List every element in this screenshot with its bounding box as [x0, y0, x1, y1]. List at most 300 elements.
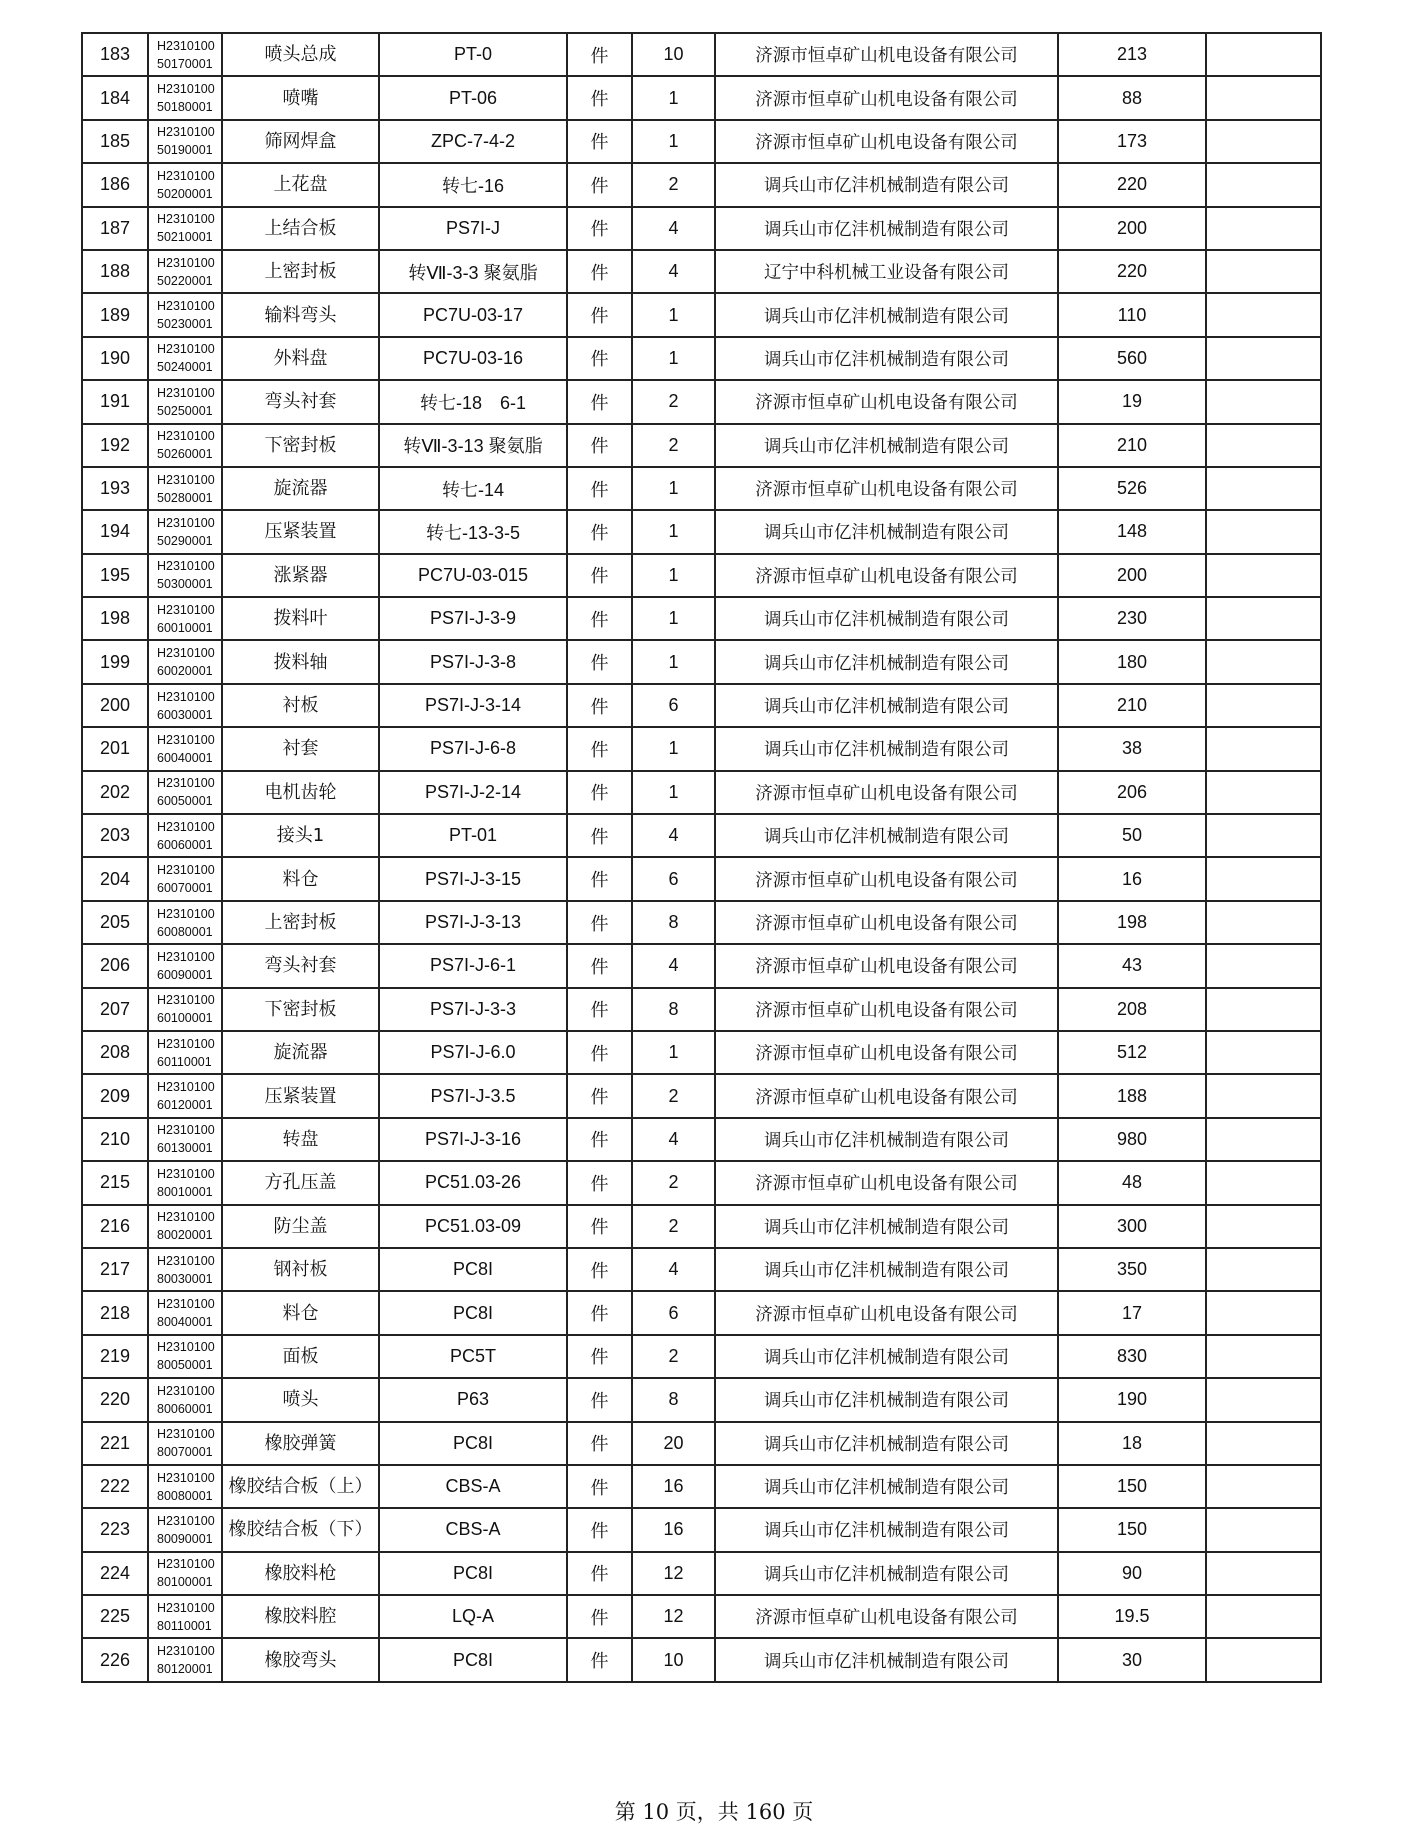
- unit-price-cell: 150: [1058, 1508, 1206, 1551]
- unit-cell: 件: [567, 814, 632, 857]
- table-row: [82, 597, 1321, 640]
- material-code-line1: H2310100: [157, 1166, 215, 1181]
- table-row: [82, 944, 1321, 987]
- part-name-cell: 筛网焊盒: [222, 120, 379, 163]
- part-name-cell: 涨紧器: [222, 554, 379, 597]
- table-row: [82, 380, 1321, 423]
- quantity-cell: 1: [632, 76, 715, 119]
- quantity-cell: 10: [632, 1638, 715, 1681]
- row-number-cell: 195: [82, 554, 148, 597]
- material-code-line2: 80090001: [157, 1531, 213, 1546]
- unit-price-cell: 560: [1058, 337, 1206, 380]
- remark-cell: [1206, 33, 1321, 76]
- supplier-cell: 济源市恒卓矿山机电设备有限公司: [715, 1291, 1058, 1334]
- unit-cell: 件: [567, 901, 632, 944]
- material-code-cell: [148, 857, 222, 900]
- part-name-cell: 防尘盖: [222, 1205, 379, 1248]
- row-number-cell: 220: [82, 1378, 148, 1421]
- unit-cell: 件: [567, 337, 632, 380]
- material-code-line1: H2310100: [157, 515, 215, 530]
- material-code-line2: 80020001: [157, 1228, 213, 1243]
- unit-cell: 件: [567, 727, 632, 770]
- supplier-cell: 调兵山市亿沣机械制造有限公司: [715, 1118, 1058, 1161]
- spec-model-cell: PS7I-J-6-1: [379, 944, 567, 987]
- table-row: [82, 1205, 1321, 1248]
- part-name-cell: 外料盘: [222, 337, 379, 380]
- unit-cell: 件: [567, 640, 632, 683]
- table-row: [82, 163, 1321, 206]
- material-code-cell: [148, 510, 222, 553]
- material-code-cell: [148, 293, 222, 336]
- material-code-cell: [148, 901, 222, 944]
- spec-model-cell: PC5T: [379, 1335, 567, 1378]
- table-row: [82, 33, 1321, 76]
- material-code-line2: 50200001: [157, 186, 213, 201]
- remark-cell: [1206, 554, 1321, 597]
- material-code-line2: 50180001: [157, 100, 213, 115]
- material-code-cell: [148, 467, 222, 510]
- quantity-cell: 2: [632, 1074, 715, 1117]
- material-code-line2: 60020001: [157, 664, 213, 679]
- material-code-line1: H2310100: [157, 125, 215, 140]
- part-name-cell: 旋流器: [222, 1031, 379, 1074]
- supplier-cell: 济源市恒卓矿山机电设备有限公司: [715, 901, 1058, 944]
- unit-cell: 件: [567, 1118, 632, 1161]
- part-name-cell: 喷嘴: [222, 76, 379, 119]
- remark-cell: [1206, 76, 1321, 119]
- material-code-line2: 60110001: [157, 1054, 212, 1069]
- quantity-cell: 4: [632, 1118, 715, 1161]
- material-code-line1: H2310100: [157, 1644, 215, 1659]
- row-number-cell: 206: [82, 944, 148, 987]
- unit-cell: 件: [567, 1638, 632, 1681]
- remark-cell: [1206, 1118, 1321, 1161]
- table-row: [82, 640, 1321, 683]
- unit-price-cell: 50: [1058, 814, 1206, 857]
- supplier-cell: 济源市恒卓矿山机电设备有限公司: [715, 467, 1058, 510]
- material-code-line2: 60100001: [157, 1011, 213, 1026]
- part-name-cell: 压紧装置: [222, 1074, 379, 1117]
- row-number-cell: 225: [82, 1595, 148, 1638]
- table-row: [82, 467, 1321, 510]
- material-code-line1: H2310100: [157, 1297, 215, 1312]
- remark-cell: [1206, 814, 1321, 857]
- part-name-cell: 弯头衬套: [222, 380, 379, 423]
- supplier-cell: 调兵山市亿沣机械制造有限公司: [715, 1205, 1058, 1248]
- supplier-cell: 济源市恒卓矿山机电设备有限公司: [715, 857, 1058, 900]
- spec-model-cell: PC8I: [379, 1422, 567, 1465]
- material-code-line1: H2310100: [157, 1253, 215, 1268]
- supplier-cell: 调兵山市亿沣机械制造有限公司: [715, 1248, 1058, 1291]
- quantity-cell: 1: [632, 727, 715, 770]
- material-code-line1: H2310100: [157, 82, 215, 97]
- material-code-line1: H2310100: [157, 385, 215, 400]
- spec-model-cell: ZPC-7-4-2: [379, 120, 567, 163]
- quantity-cell: 4: [632, 814, 715, 857]
- material-code-line1: H2310100: [157, 1383, 215, 1398]
- unit-cell: 件: [567, 424, 632, 467]
- unit-price-cell: 30: [1058, 1638, 1206, 1681]
- spec-model-cell: PS7I-J-6.0: [379, 1031, 567, 1074]
- material-code-line2: 60080001: [157, 924, 213, 939]
- remark-cell: [1206, 120, 1321, 163]
- material-code-line2: 60070001: [157, 881, 213, 896]
- spec-model-cell: PS7I-J-2-14: [379, 771, 567, 814]
- remark-cell: [1206, 1248, 1321, 1291]
- supplier-cell: 调兵山市亿沣机械制造有限公司: [715, 640, 1058, 683]
- unit-cell: 件: [567, 1291, 632, 1334]
- part-name-cell: 面板: [222, 1335, 379, 1378]
- unit-price-cell: 19: [1058, 380, 1206, 423]
- row-number-cell: 216: [82, 1205, 148, 1248]
- quantity-cell: 1: [632, 510, 715, 553]
- quantity-cell: 4: [632, 207, 715, 250]
- unit-price-cell: 220: [1058, 250, 1206, 293]
- table-row: [82, 1335, 1321, 1378]
- unit-cell: 件: [567, 857, 632, 900]
- remark-cell: [1206, 1465, 1321, 1508]
- row-number-cell: 208: [82, 1031, 148, 1074]
- row-number-cell: 224: [82, 1552, 148, 1595]
- spec-model-cell: LQ-A: [379, 1595, 567, 1638]
- material-code-line2: 60040001: [157, 750, 213, 765]
- remark-cell: [1206, 380, 1321, 423]
- table-row: [82, 337, 1321, 380]
- supplier-cell: 调兵山市亿沣机械制造有限公司: [715, 814, 1058, 857]
- table-row: [82, 510, 1321, 553]
- supplier-cell: 济源市恒卓矿山机电设备有限公司: [715, 76, 1058, 119]
- table-row: [82, 1508, 1321, 1551]
- material-code-line2: 80080001: [157, 1488, 213, 1503]
- row-number-cell: 193: [82, 467, 148, 510]
- row-number-cell: 183: [82, 33, 148, 76]
- row-number-cell: 186: [82, 163, 148, 206]
- quantity-cell: 8: [632, 988, 715, 1031]
- unit-price-cell: 48: [1058, 1161, 1206, 1204]
- material-code-line1: H2310100: [157, 1470, 215, 1485]
- unit-price-cell: 526: [1058, 467, 1206, 510]
- remark-cell: [1206, 597, 1321, 640]
- material-code-line1: H2310100: [157, 1427, 215, 1442]
- quantity-cell: 1: [632, 554, 715, 597]
- row-number-cell: 218: [82, 1291, 148, 1334]
- remark-cell: [1206, 1508, 1321, 1551]
- material-code-cell: [148, 944, 222, 987]
- unit-cell: 件: [567, 510, 632, 553]
- part-name-cell: 橡胶弹簧: [222, 1422, 379, 1465]
- material-code-line2: 50240001: [157, 360, 213, 375]
- unit-price-cell: 512: [1058, 1031, 1206, 1074]
- material-code-line1: H2310100: [157, 299, 215, 314]
- table-row: [82, 207, 1321, 250]
- unit-price-cell: 173: [1058, 120, 1206, 163]
- material-code-cell: [148, 1638, 222, 1681]
- part-name-cell: 橡胶料腔: [222, 1595, 379, 1638]
- material-code-line1: H2310100: [157, 342, 215, 357]
- material-code-line2: 80100001: [157, 1575, 213, 1590]
- supplier-cell: 调兵山市亿沣机械制造有限公司: [715, 1422, 1058, 1465]
- table-row: [82, 424, 1321, 467]
- material-code-line2: 80040001: [157, 1315, 213, 1330]
- material-code-line2: 50290001: [157, 533, 213, 548]
- material-code-line1: H2310100: [157, 168, 215, 183]
- material-code-line2: 60050001: [157, 794, 213, 809]
- part-name-cell: 拨料轴: [222, 640, 379, 683]
- supplier-cell: 济源市恒卓矿山机电设备有限公司: [715, 771, 1058, 814]
- material-code-cell: [148, 597, 222, 640]
- quantity-cell: 2: [632, 380, 715, 423]
- material-code-cell: [148, 33, 222, 76]
- supplier-cell: 调兵山市亿沣机械制造有限公司: [715, 510, 1058, 553]
- supplier-cell: 济源市恒卓矿山机电设备有限公司: [715, 944, 1058, 987]
- part-name-cell: 衬板: [222, 684, 379, 727]
- material-code-line2: 80120001: [157, 1662, 213, 1677]
- unit-cell: 件: [567, 1074, 632, 1117]
- quantity-cell: 6: [632, 1291, 715, 1334]
- unit-price-cell: 210: [1058, 424, 1206, 467]
- material-code-cell: [148, 1465, 222, 1508]
- unit-price-cell: 19.5: [1058, 1595, 1206, 1638]
- unit-price-cell: 830: [1058, 1335, 1206, 1378]
- remark-cell: [1206, 293, 1321, 336]
- table-row: [82, 1118, 1321, 1161]
- unit-cell: 件: [567, 163, 632, 206]
- quantity-cell: 1: [632, 1031, 715, 1074]
- material-code-cell: [148, 727, 222, 770]
- material-code-line1: H2310100: [157, 906, 215, 921]
- spec-model-cell: PS7I-J-3-13: [379, 901, 567, 944]
- part-name-cell: 电机齿轮: [222, 771, 379, 814]
- quantity-cell: 12: [632, 1595, 715, 1638]
- table-row: [82, 250, 1321, 293]
- supplier-cell: 调兵山市亿沣机械制造有限公司: [715, 684, 1058, 727]
- table-row: [82, 727, 1321, 770]
- remark-cell: [1206, 510, 1321, 553]
- unit-cell: 件: [567, 33, 632, 76]
- supplier-cell: 调兵山市亿沣机械制造有限公司: [715, 1378, 1058, 1421]
- spec-model-cell: PS7I-J-3-15: [379, 857, 567, 900]
- part-name-cell: 橡胶料枪: [222, 1552, 379, 1595]
- material-code-cell: [148, 120, 222, 163]
- row-number-cell: 215: [82, 1161, 148, 1204]
- unit-cell: 件: [567, 554, 632, 597]
- spec-model-cell: PC8I: [379, 1248, 567, 1291]
- unit-cell: 件: [567, 684, 632, 727]
- material-code-line2: 80030001: [157, 1271, 213, 1286]
- table-row: [82, 293, 1321, 336]
- spec-model-cell: PC8I: [379, 1638, 567, 1681]
- remark-cell: [1206, 1074, 1321, 1117]
- unit-price-cell: 230: [1058, 597, 1206, 640]
- quantity-cell: 12: [632, 1552, 715, 1595]
- unit-cell: 件: [567, 380, 632, 423]
- quantity-cell: 2: [632, 1205, 715, 1248]
- remark-cell: [1206, 1552, 1321, 1595]
- material-code-cell: [148, 814, 222, 857]
- supplier-cell: 调兵山市亿沣机械制造有限公司: [715, 424, 1058, 467]
- unit-price-cell: 220: [1058, 163, 1206, 206]
- material-code-line2: 60010001: [157, 620, 213, 635]
- spec-model-cell: PS7I-J-3-16: [379, 1118, 567, 1161]
- material-code-cell: [148, 337, 222, 380]
- quantity-cell: 1: [632, 337, 715, 380]
- supplier-cell: 济源市恒卓矿山机电设备有限公司: [715, 33, 1058, 76]
- part-name-cell: 接头1: [222, 814, 379, 857]
- remark-cell: [1206, 424, 1321, 467]
- row-number-cell: 201: [82, 727, 148, 770]
- quantity-cell: 4: [632, 1248, 715, 1291]
- supplier-cell: 济源市恒卓矿山机电设备有限公司: [715, 1031, 1058, 1074]
- remark-cell: [1206, 988, 1321, 1031]
- table-row: [82, 901, 1321, 944]
- quantity-cell: 1: [632, 640, 715, 683]
- spec-model-cell: PT-06: [379, 76, 567, 119]
- unit-cell: 件: [567, 250, 632, 293]
- material-code-line2: 60060001: [157, 837, 213, 852]
- spec-model-cell: CBS-A: [379, 1508, 567, 1551]
- supplier-cell: 调兵山市亿沣机械制造有限公司: [715, 1638, 1058, 1681]
- part-name-cell: 上结合板: [222, 207, 379, 250]
- material-code-line2: 50250001: [157, 403, 213, 418]
- spec-model-cell: 转Ⅶ-3-13 聚氨脂: [379, 424, 567, 467]
- row-number-cell: 203: [82, 814, 148, 857]
- row-number-cell: 217: [82, 1248, 148, 1291]
- material-code-line2: 50300001: [157, 577, 213, 592]
- unit-cell: 件: [567, 944, 632, 987]
- material-code-line1: H2310100: [157, 1080, 215, 1095]
- table-row: [82, 684, 1321, 727]
- remark-cell: [1206, 857, 1321, 900]
- unit-price-cell: 210: [1058, 684, 1206, 727]
- material-code-line2: 80010001: [157, 1184, 213, 1199]
- row-number-cell: 199: [82, 640, 148, 683]
- material-code-line1: H2310100: [157, 646, 215, 661]
- material-code-cell: [148, 1508, 222, 1551]
- material-code-cell: [148, 207, 222, 250]
- unit-price-cell: 200: [1058, 207, 1206, 250]
- spec-model-cell: PC7U-03-16: [379, 337, 567, 380]
- table-row: [82, 814, 1321, 857]
- quantity-cell: 1: [632, 467, 715, 510]
- unit-cell: 件: [567, 1378, 632, 1421]
- supplier-cell: 济源市恒卓矿山机电设备有限公司: [715, 1074, 1058, 1117]
- unit-price-cell: 200: [1058, 554, 1206, 597]
- unit-price-cell: 110: [1058, 293, 1206, 336]
- material-code-cell: [148, 1378, 222, 1421]
- part-name-cell: 输料弯头: [222, 293, 379, 336]
- remark-cell: [1206, 727, 1321, 770]
- spec-model-cell: PC51.03-26: [379, 1161, 567, 1204]
- material-code-cell: [148, 684, 222, 727]
- spec-model-cell: 转Ⅶ-3-3 聚氨脂: [379, 250, 567, 293]
- unit-price-cell: 350: [1058, 1248, 1206, 1291]
- spec-model-cell: 转七-18 6-1: [379, 380, 567, 423]
- remark-cell: [1206, 207, 1321, 250]
- material-code-line1: H2310100: [157, 993, 215, 1008]
- unit-price-cell: 16: [1058, 857, 1206, 900]
- material-code-cell: [148, 1291, 222, 1334]
- material-code-line2: 80070001: [157, 1445, 213, 1460]
- part-name-cell: 下密封板: [222, 424, 379, 467]
- supplier-cell: 调兵山市亿沣机械制造有限公司: [715, 1552, 1058, 1595]
- supplier-cell: 济源市恒卓矿山机电设备有限公司: [715, 120, 1058, 163]
- material-code-cell: [148, 988, 222, 1031]
- quantity-cell: 1: [632, 120, 715, 163]
- spec-model-cell: PS7I-J-3.5: [379, 1074, 567, 1117]
- material-code-cell: [148, 1074, 222, 1117]
- spec-model-cell: PC8I: [379, 1291, 567, 1334]
- row-number-cell: 209: [82, 1074, 148, 1117]
- table-row: [82, 1074, 1321, 1117]
- unit-cell: 件: [567, 76, 632, 119]
- part-name-cell: 橡胶结合板（下）: [222, 1508, 379, 1551]
- unit-cell: 件: [567, 1595, 632, 1638]
- material-code-line2: 50170001: [157, 56, 213, 71]
- row-number-cell: 204: [82, 857, 148, 900]
- row-number-cell: 189: [82, 293, 148, 336]
- material-code-cell: [148, 1031, 222, 1074]
- part-name-cell: 弯头衬套: [222, 944, 379, 987]
- material-code-line1: H2310100: [157, 602, 215, 617]
- unit-price-cell: 88: [1058, 76, 1206, 119]
- table-row: [82, 1595, 1321, 1638]
- unit-cell: 件: [567, 467, 632, 510]
- unit-price-cell: 208: [1058, 988, 1206, 1031]
- spec-model-cell: PS7I-J: [379, 207, 567, 250]
- material-code-cell: [148, 554, 222, 597]
- supplier-cell: 调兵山市亿沣机械制造有限公司: [715, 597, 1058, 640]
- quantity-cell: 8: [632, 901, 715, 944]
- parts-price-table: [81, 32, 1322, 1683]
- table-row: [82, 988, 1321, 1031]
- table-row: [82, 120, 1321, 163]
- table-row: [82, 1422, 1321, 1465]
- material-code-line2: 60120001: [157, 1098, 213, 1113]
- row-number-cell: 191: [82, 380, 148, 423]
- material-code-cell: [148, 1248, 222, 1291]
- part-name-cell: 上密封板: [222, 901, 379, 944]
- spec-model-cell: 转七-13-3-5: [379, 510, 567, 553]
- remark-cell: [1206, 1335, 1321, 1378]
- quantity-cell: 6: [632, 857, 715, 900]
- table-row: [82, 554, 1321, 597]
- unit-price-cell: 18: [1058, 1422, 1206, 1465]
- unit-price-cell: 17: [1058, 1291, 1206, 1334]
- part-name-cell: 上密封板: [222, 250, 379, 293]
- unit-cell: 件: [567, 1248, 632, 1291]
- part-name-cell: 料仓: [222, 857, 379, 900]
- table-row: [82, 857, 1321, 900]
- row-number-cell: 207: [82, 988, 148, 1031]
- spec-model-cell: PT-01: [379, 814, 567, 857]
- unit-price-cell: 43: [1058, 944, 1206, 987]
- spec-model-cell: CBS-A: [379, 1465, 567, 1508]
- material-code-line2: 80110001: [157, 1618, 212, 1633]
- row-number-cell: 205: [82, 901, 148, 944]
- material-code-cell: [148, 640, 222, 683]
- remark-cell: [1206, 640, 1321, 683]
- material-code-line1: H2310100: [157, 1557, 215, 1572]
- material-code-cell: [148, 771, 222, 814]
- table-row: [82, 76, 1321, 119]
- spec-model-cell: 转七-14: [379, 467, 567, 510]
- remark-cell: [1206, 684, 1321, 727]
- supplier-cell: 调兵山市亿沣机械制造有限公司: [715, 1335, 1058, 1378]
- unit-cell: 件: [567, 1508, 632, 1551]
- material-code-line2: 50220001: [157, 273, 213, 288]
- material-code-line1: H2310100: [157, 819, 215, 834]
- quantity-cell: 1: [632, 597, 715, 640]
